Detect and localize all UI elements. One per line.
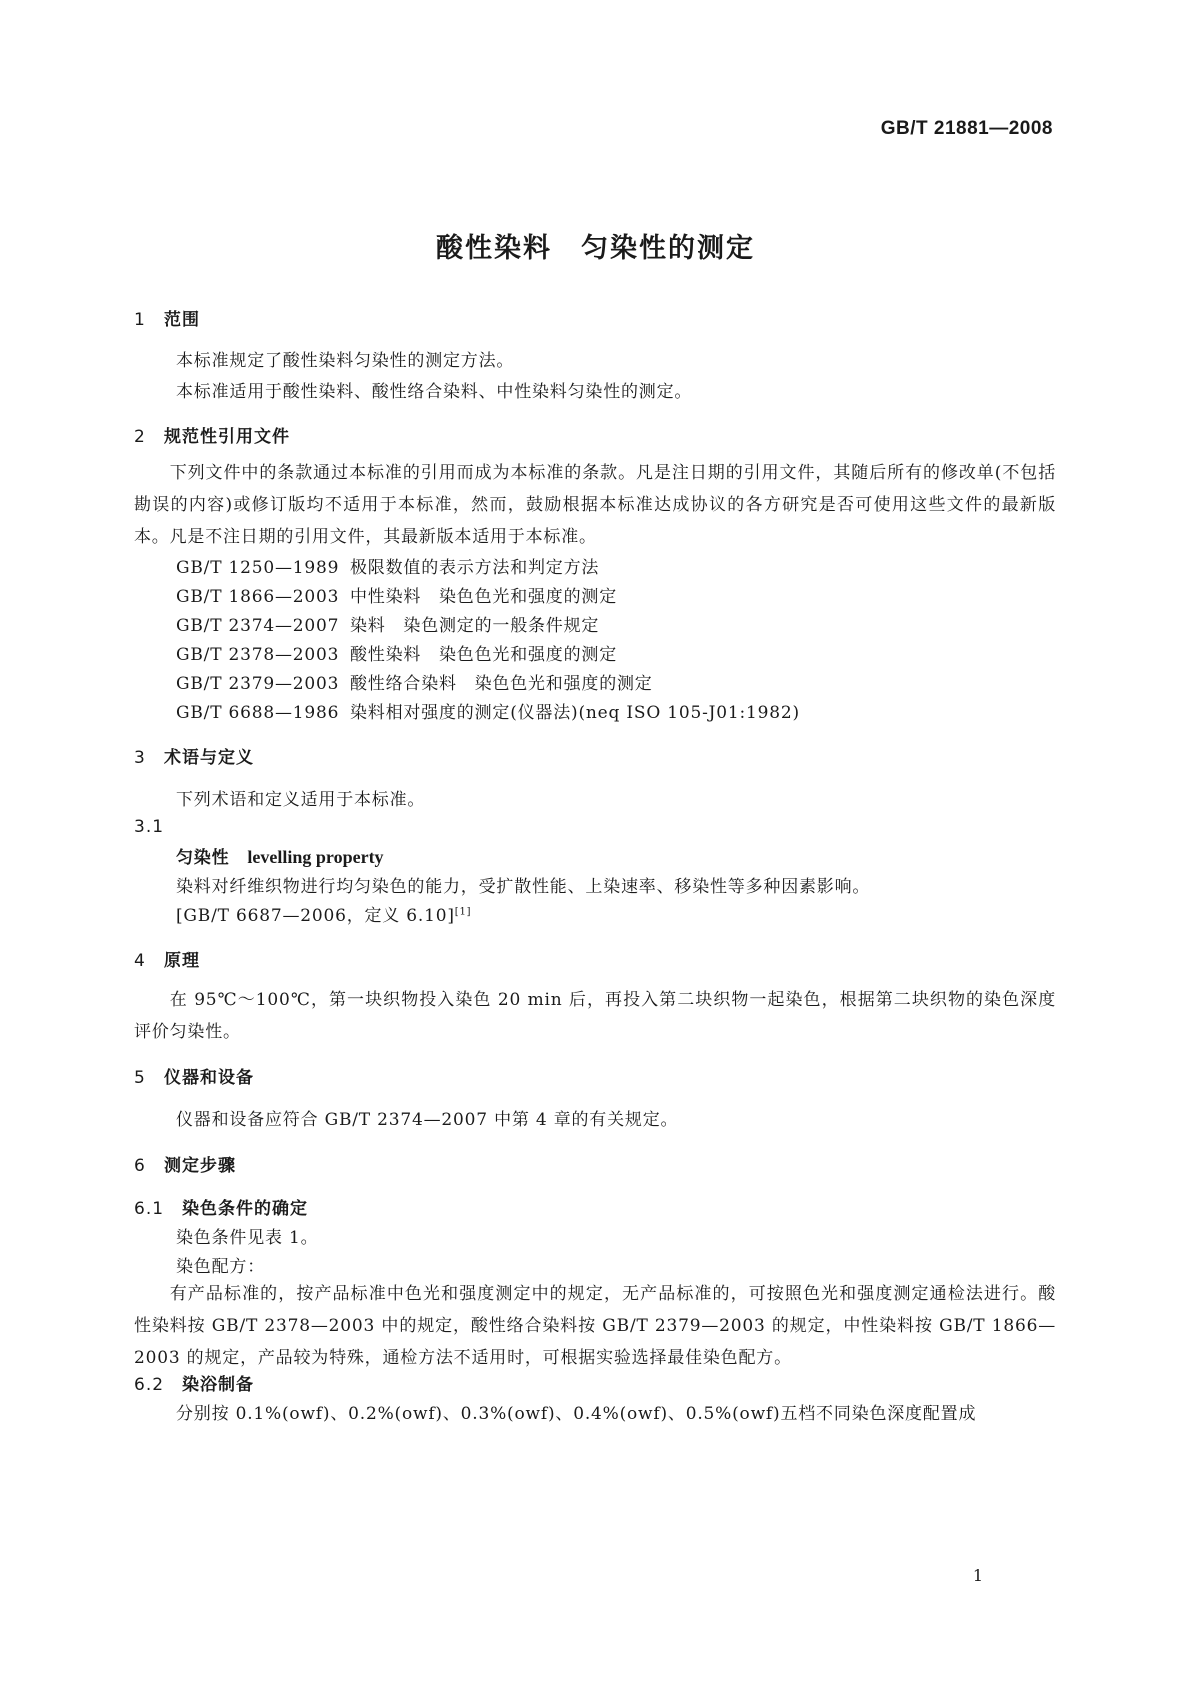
references-intro: 下列文件中的条款通过本标准的引用而成为本标准的条款。凡是注日期的引用文件，其随后所有的修改单(不包括勘误的内容)或修订版均不适用于本标准，然而，鼓励根据本标准达成协议的各方研究是否可使用这些文件的最新版本。凡是不注日期的引用文件，其最新版本适用于本标准。 [134, 463, 1056, 547]
clause-number-3-1: 3.1 [134, 817, 165, 837]
dyeing-recipe-label: 染色配方： [176, 1257, 265, 1277]
reference-item [176, 611, 599, 636]
reference-code: GB/T 1866—2003 [176, 587, 340, 607]
reference-title: 酸性染料 染色色光和强度的测定 [350, 645, 617, 665]
dye-bath-text: 分别按 0.1%(owf)、0.2%(owf)、0.3%(owf)、0.4%(owf)、0.5%(owf)五档不同染色深度配置成 [176, 1404, 977, 1424]
section-title: 规范性引用文件 [164, 427, 290, 447]
scope-paragraph-1: 本标准规定了酸性染料匀染性的测定方法。 [176, 351, 515, 371]
clause-number: 6.2 [134, 1375, 165, 1395]
terms-intro: 下列术语和定义适用于本标准。 [176, 790, 426, 810]
section-number: 6 [134, 1156, 146, 1176]
section-number: 1 [134, 310, 146, 330]
section-number: 2 [134, 427, 146, 447]
section-5-heading [134, 1063, 254, 1088]
reference-item [176, 640, 617, 665]
term-source-text: [GB/T 6687—2006，定义 6.10] [176, 906, 455, 926]
dyeing-conditions-line: 染色条件见表 1。 [176, 1228, 319, 1248]
reference-code: GB/T 2378—2003 [176, 645, 340, 665]
section-title: 测定步骤 [164, 1156, 236, 1176]
reference-title: 染料 染色测定的一般条件规定 [350, 616, 600, 636]
section-1-heading [134, 305, 200, 330]
apparatus-text: 仪器和设备应符合 GB/T 2374—2007 中第 4 章的有关规定。 [176, 1110, 679, 1130]
reference-code: GB/T 1250—1989 [176, 558, 340, 578]
section-number: 3 [134, 748, 146, 768]
reference-item [176, 553, 599, 578]
footnote-ref: [1] [454, 906, 472, 918]
section-number: 4 [134, 951, 146, 971]
dyeing-recipe-text: 有产品标准的，按产品标准中色光和强度测定中的规定，无产品标准的，可按照色光和强度测定通检法进行。酸性染料按 GB/T 2378—2003 中的规定，酸性络合染料按 GB/T 2379—2003 的规定，中性染料按 GB/T 1866—2003 的规定，产品较为特殊，通检方法不适用时，可根据实验选择最佳染色配方。 [134, 1284, 1056, 1368]
reference-item [176, 698, 800, 723]
scope-paragraph-2: 本标准适用于酸性染料、酸性络合染料、中性染料匀染性的测定。 [176, 382, 693, 402]
section-title: 仪器和设备 [164, 1068, 254, 1088]
clause-number: 6.1 [134, 1199, 165, 1219]
section-title: 术语与定义 [164, 748, 254, 768]
principle-text: 在 95℃～100℃，第一块织物投入染色 20 min 后，再投入第二块织物一起染色，根据第二块织物的染色深度评价匀染性。 [134, 990, 1056, 1042]
reference-item [176, 582, 617, 607]
clause-title: 染色条件的确定 [182, 1199, 308, 1219]
clause-6-1-heading [134, 1194, 308, 1219]
reference-title: 中性染料 染色色光和强度的测定 [350, 587, 617, 607]
reference-code: GB/T 2374—2007 [176, 616, 340, 636]
section-4-heading [134, 946, 200, 971]
clause-6-2-heading [134, 1370, 254, 1395]
term-source [176, 901, 471, 926]
page-number: 1 [972, 1566, 983, 1585]
reference-title: 酸性络合染料 染色色光和强度的测定 [350, 674, 653, 694]
reference-code: GB/T 2379—2003 [176, 674, 340, 694]
term-entry [176, 843, 384, 868]
section-2-heading [134, 422, 290, 447]
section-number: 5 [134, 1068, 146, 1088]
reference-item [176, 669, 653, 694]
section-3-heading [134, 743, 254, 768]
reference-title: 染料相对强度的测定(仪器法)(neq ISO 105-J01:1982) [350, 703, 800, 723]
reference-code: GB/T 6688—1986 [176, 703, 340, 723]
section-6-heading [134, 1151, 236, 1176]
section-title: 范围 [164, 310, 200, 330]
term-definition: 染料对纤维织物进行均匀染色的能力，受扩散性能、上染速率、移染性等多种因素影响。 [176, 877, 871, 897]
section-title: 原理 [164, 951, 200, 971]
term-chinese: 匀染性 [176, 848, 230, 868]
standard-code: GB/T 21881—2008 [880, 118, 1053, 139]
clause-title: 染浴制备 [182, 1375, 254, 1395]
term-english: levelling property [247, 847, 384, 867]
document-title: 酸性染料 匀染性的测定 [436, 233, 755, 264]
reference-title: 极限数值的表示方法和判定方法 [350, 558, 600, 578]
